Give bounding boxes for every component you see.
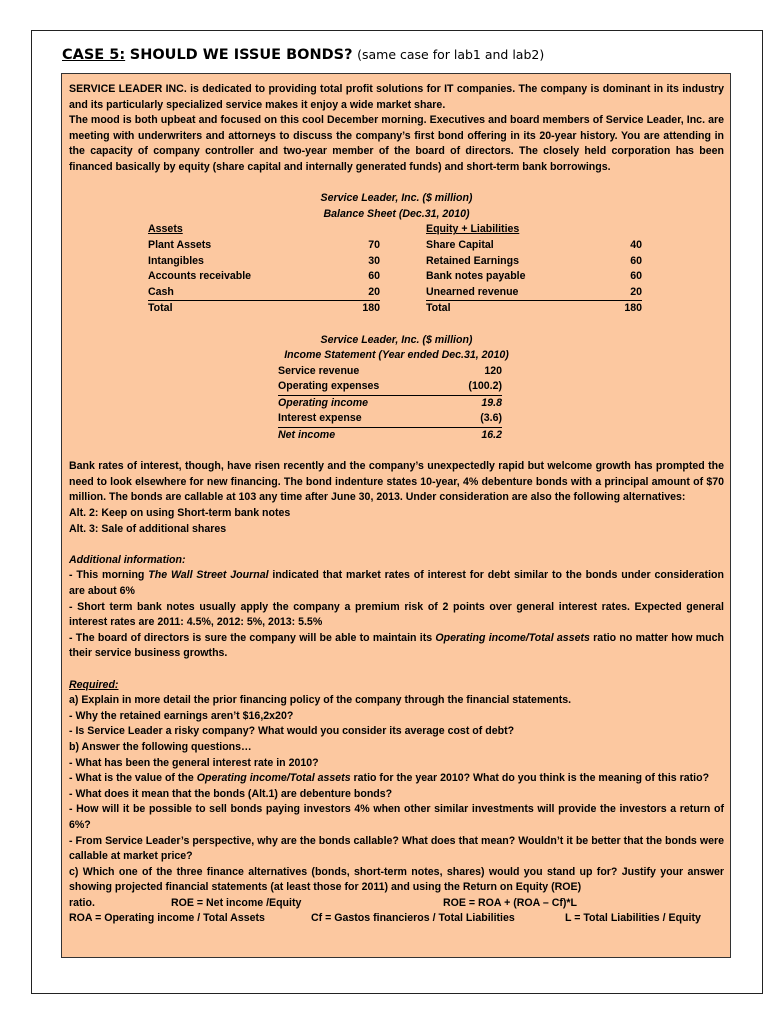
additional-info-2: - Short term bank notes usually apply the company a premium risk of 2 points over general interest rates. Expected general interest rates are 2011: 4.5%, 2012: 5%, 2013: 5.5%	[69, 600, 724, 629]
table-row: Accounts receivable 60 Bank notes payable 60	[148, 270, 642, 283]
formula-row-1	[69, 896, 724, 912]
question-c: c) Which one of the three finance alternatives (bonds, short-term notes, shares) would you stand up for? Justify your answer showing projected financial statements (at least those for 2011) and using the Return on Equity (ROE)	[69, 865, 724, 894]
case-subtitle: (same case for lab1 and lab2)	[357, 47, 545, 62]
question-a-1: - Why the retained earnings aren’t $16,2x20?	[69, 709, 294, 722]
table-row: Intangibles 30 Retained Earnings 60	[148, 254, 642, 267]
formula-ratio: ratio.	[69, 896, 95, 909]
table-row: Operating expenses (100.2)	[278, 379, 502, 395]
table-row: Total 180 Total 180	[148, 302, 642, 315]
financing-paragraph: Bank rates of interest, though, have risen recently and the company’s unexpectedly rapid but welcome growth has prompted the need to look elsewhere for new financing. The bond indenture states 10-year, 4% debenture bonds with a principal amount of $70 million. The bonds are callable at 103 any time after June 30, 2013. Under consideration are also the following alternatives:	[69, 460, 724, 504]
additional-info-heading: Additional information:	[69, 553, 186, 566]
required-heading: Required:	[69, 678, 119, 691]
formula-row-2	[69, 911, 724, 927]
question-b-3: - What does it mean that the bonds (Alt.1) are debenture bonds?	[69, 787, 393, 800]
formula-roe-decomposition: ROE = ROA + (ROA – Cf)*L	[443, 896, 578, 909]
balance-sheet-table	[148, 222, 642, 317]
table-row: Service revenue 120	[278, 364, 502, 377]
table-row: Interest expense (3.6)	[278, 411, 502, 427]
table-row: Plant Assets 70 Share Capital 40	[148, 238, 642, 251]
income-statement-title-2: Income Statement (Year ended Dec.31, 2010)	[284, 349, 509, 362]
question-b: b) Answer the following questions…	[69, 740, 252, 753]
case-title	[62, 47, 742, 63]
balance-sheet-title-1: Service Leader, Inc. ($ million)	[320, 192, 473, 205]
alternative-2: Alt. 2: Keep on using Short-term bank notes	[69, 507, 291, 520]
question-b-4: - How will it be possible to sell bonds paying investors 4% when other similar investments will provide the investors a return of 6%?	[69, 803, 724, 831]
formula-cf: Cf = Gastos financieros / Total Liabilities	[311, 912, 515, 925]
additional-info-1: - This morning The Wall Street Journal indicated that market rates of interest for debt similar to the bonds under consideration are about 6%	[69, 569, 724, 597]
formula-roe: ROE = Net income /Equity	[171, 896, 302, 909]
table-row: Operating income 19.8	[278, 396, 502, 409]
intro-paragraph-1: SERVICE LEADER INC. is dedicated to providing total profit solutions for IT companies. The company is dominant in its industry and its particularly specialized service makes it enjoy a wide market share.	[69, 83, 724, 111]
question-b-1: - What has been the general interest rate in 2010?	[69, 756, 319, 769]
equity-liabilities-header: Equity + Liabilities	[426, 223, 520, 236]
balance-sheet-title-2: Balance Sheet (Dec.31, 2010)	[323, 207, 470, 220]
formula-leverage: L = Total Liabilities / Equity	[565, 912, 701, 925]
table-row: Net income 16.2	[278, 429, 502, 442]
assets-header: Assets	[148, 223, 183, 236]
case-heading: SHOULD WE ISSUE BONDS?	[129, 47, 353, 63]
question-b-5: - From Service Leader’s perspective, why are the bonds callable? What does that mean? Wouldn’t it be better that the bonds were callable at market price?	[69, 834, 724, 863]
question-b-2: - What is the value of the Operating income/Total assets ratio for the year 2010? What do you think is the meaning of this ratio?	[69, 772, 710, 785]
alternative-3: Alt. 3: Sale of additional shares	[69, 522, 227, 535]
case-content-box	[61, 73, 731, 958]
case-label: CASE 5:	[62, 47, 126, 63]
question-a: a) Explain in more detail the prior financing policy of the company through the financial statements.	[69, 694, 572, 707]
intro-paragraph-2: The mood is both upbeat and focused on this cool December morning. Executives and board members of Service Leader, Inc. are meeting with underwriters and attorneys to discuss the company’s first bond offering in its 20-year history. You are attending in the capacity of company controller and two-year member of the board of directors. The closely held corporation has been financed basically by equity (share capital and internally generated funds) and short-term bank borrowings.	[69, 114, 724, 173]
income-statement-title-1: Service Leader, Inc. ($ million)	[320, 333, 473, 346]
question-a-2: - Is Service Leader a risky company? What would you consider its average cost of debt?	[69, 725, 515, 738]
formula-roa: ROA = Operating income / Total Assets	[69, 912, 265, 925]
table-row: Cash 20 Unearned revenue 20	[148, 285, 642, 301]
income-statement-table	[278, 364, 502, 444]
additional-info-3: - The board of directors is sure the company will be able to maintain its Operating income/Total assets ratio no matter how much their service business growths.	[69, 631, 724, 660]
